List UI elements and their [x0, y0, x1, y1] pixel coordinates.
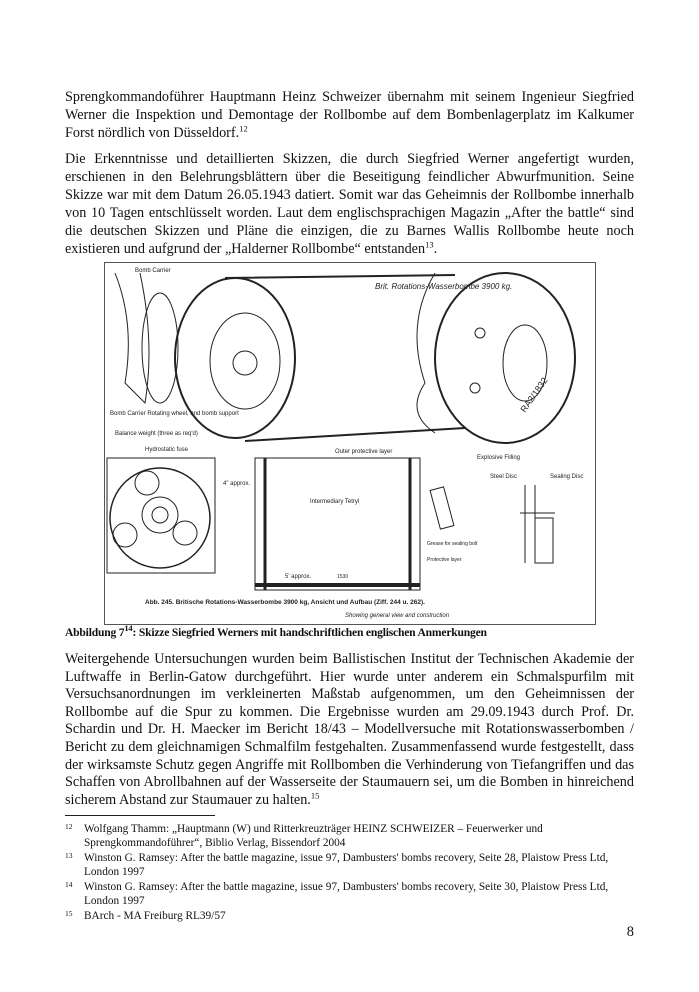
svg-text:Protective layer: Protective layer — [427, 557, 462, 563]
svg-text:Intermediary Tetryl: Intermediary Tetryl — [310, 499, 360, 505]
carrier-wheel — [142, 293, 178, 403]
footnote-ref[interactable]: 15 — [310, 790, 320, 801]
paragraph-1: Sprengkommandoführer Hauptmann Heinz Schweizer übernahm mit seinem Ingenieur Siegfried Werner die Inspektion und Demontage der Rollbombe auf dem Bombenlagerplatz im Kalkumer Forst nördlich von Düsseldorf.$^{12}$ — [65, 89, 634, 141]
svg-text:Bomb Carrier: Bomb Carrier — [135, 268, 171, 274]
svg-text:Showing general view and const: Showing general view and construction — [345, 613, 450, 619]
svg-text:Balance weight (three as req'd: Balance weight (three as req'd) — [115, 431, 198, 437]
svg-text:Explosive Filling: Explosive Filling — [477, 455, 521, 461]
bomb-cylinder — [225, 275, 465, 441]
paragraph-2: Die Erkenntnisse und detaillierten Skizzen, die durch Siegfried Werner angefertigt wurden, erschienen in den Belehrungsblättern über die Beseitigung feindlicher Abwurfmunition. Seine Skizze war mit dem Datum 26.05.1943 datiert. Somit war das Geheimnis der Rollbombe innerhalb von 10 Tagen entschlüsselt worden. Laut dem englischsprachigen Magazin „After the battle“ sind die deutschen Skizzen und Pläne die einzigen, die zu Barnes Wallis Rollbombe heute noch existieren und aufgrund der „Halderner Rollbombe“ entstanden$^{13}$. — [65, 151, 634, 257]
footnote: 15 BArch - MA Freiburg RL39/57 — [65, 909, 226, 922]
svg-text:Sealing Disc: Sealing Disc — [550, 474, 584, 480]
svg-text:Steel Disc: Steel Disc — [490, 474, 518, 480]
serial-label: RA2/1832 — [518, 375, 550, 415]
footnote-divider — [65, 815, 215, 816]
footnote: 14 Winston G. Ramsey: After the battle magazine, issue 97, Dambusters' bombs recovery, Seite 30, Plaistow Press Ltd, London 1997 — [65, 880, 609, 907]
footnote: 13 Winston G. Ramsey: After the battle magazine, issue 97, Dambusters' bombs recovery, Seite 28, Plaistow Press Ltd, London 1997 — [65, 851, 609, 878]
footnote-ref[interactable]: 12 — [239, 123, 248, 134]
footnote-ref[interactable]: 13 — [425, 239, 434, 250]
bomb-carrier-arm — [115, 273, 149, 403]
svg-text:Bomb Carrier Rotating wheel, a: Bomb Carrier Rotating wheel, and bomb support — [110, 411, 239, 417]
cross-section — [255, 458, 420, 590]
svg-text:Grease for sealing bolt: Grease for sealing bolt — [427, 541, 478, 547]
svg-text:Hydrostatic fuse: Hydrostatic fuse — [145, 447, 189, 453]
paragraph-3: Weitergehende Untersuchungen wurden beim Ballistischen Institut der Technischen Akademie der Luftwaffe in Berlin-Gatow durchgeführt. Hier wurde unter anderem ein Schmalspurfilm mit Versuchsanordnungen im verkleinerten Maßstab aufgenommen, um den Geheimnissen der Rollbombe auf die Spur zu kommen. Die Ergebnisse wurden am 29.09.1943 durch Prof. Dr. Schardin und Dr. H. Maecker im Bericht 18/43 – Modellversuche mit Rotationswasserbomben / Bericht zu dem gleichnamigen Schmalfilm festgehalten. Zusammenfassend wurde festgestellt, dass der wirksamste Schutz gegen Angriffe mit Rollbomben die Verhinderung von Tiefangriffen und das Schaffen von Abrollbahnen auf der Wasserseite der Staumauern sei, um die Bomben in hinreichend sicherem Abstand zur Staumauer zu halten.$^{15}$ — [65, 651, 634, 808]
bomb-end-right — [435, 273, 575, 443]
rollbomb-sketch-image — [105, 263, 594, 623]
printed-caption: Abb. 245. Britische Rotations-Wasserbombe 3900 kg, Ansicht und Aufbau (Ziff. 244 u. 262). — [145, 599, 425, 606]
page-number: 8 — [626, 924, 634, 940]
svg-text:5' approx.: 5' approx. — [285, 574, 312, 580]
sketch-title: Brit. Rotations-Wasserbombe 3900 kg. — [375, 282, 513, 291]
svg-text:1530: 1530 — [337, 574, 349, 580]
figure-caption: Abbildung $7^{14}$: Skizze Siegfried Werners mit handschriftlichen englischen Anmerkungen — [65, 623, 487, 639]
svg-text:4" approx.: 4" approx. — [223, 481, 251, 487]
footnote: 12 Wolfgang Thamm: „Hauptmann (W) und Ritterkreuzträger HEINZ SCHWEIZER – Feuerwerker und Sprengkommandoführer“, Biblio Verlag, Bissendorf 2004 — [65, 822, 543, 849]
figure-sketch — [104, 262, 596, 625]
svg-text:Outer protective layer: Outer protective layer — [335, 449, 393, 455]
footnote-ref[interactable]: 14 — [124, 623, 133, 634]
bomb-end-plate — [110, 468, 210, 568]
